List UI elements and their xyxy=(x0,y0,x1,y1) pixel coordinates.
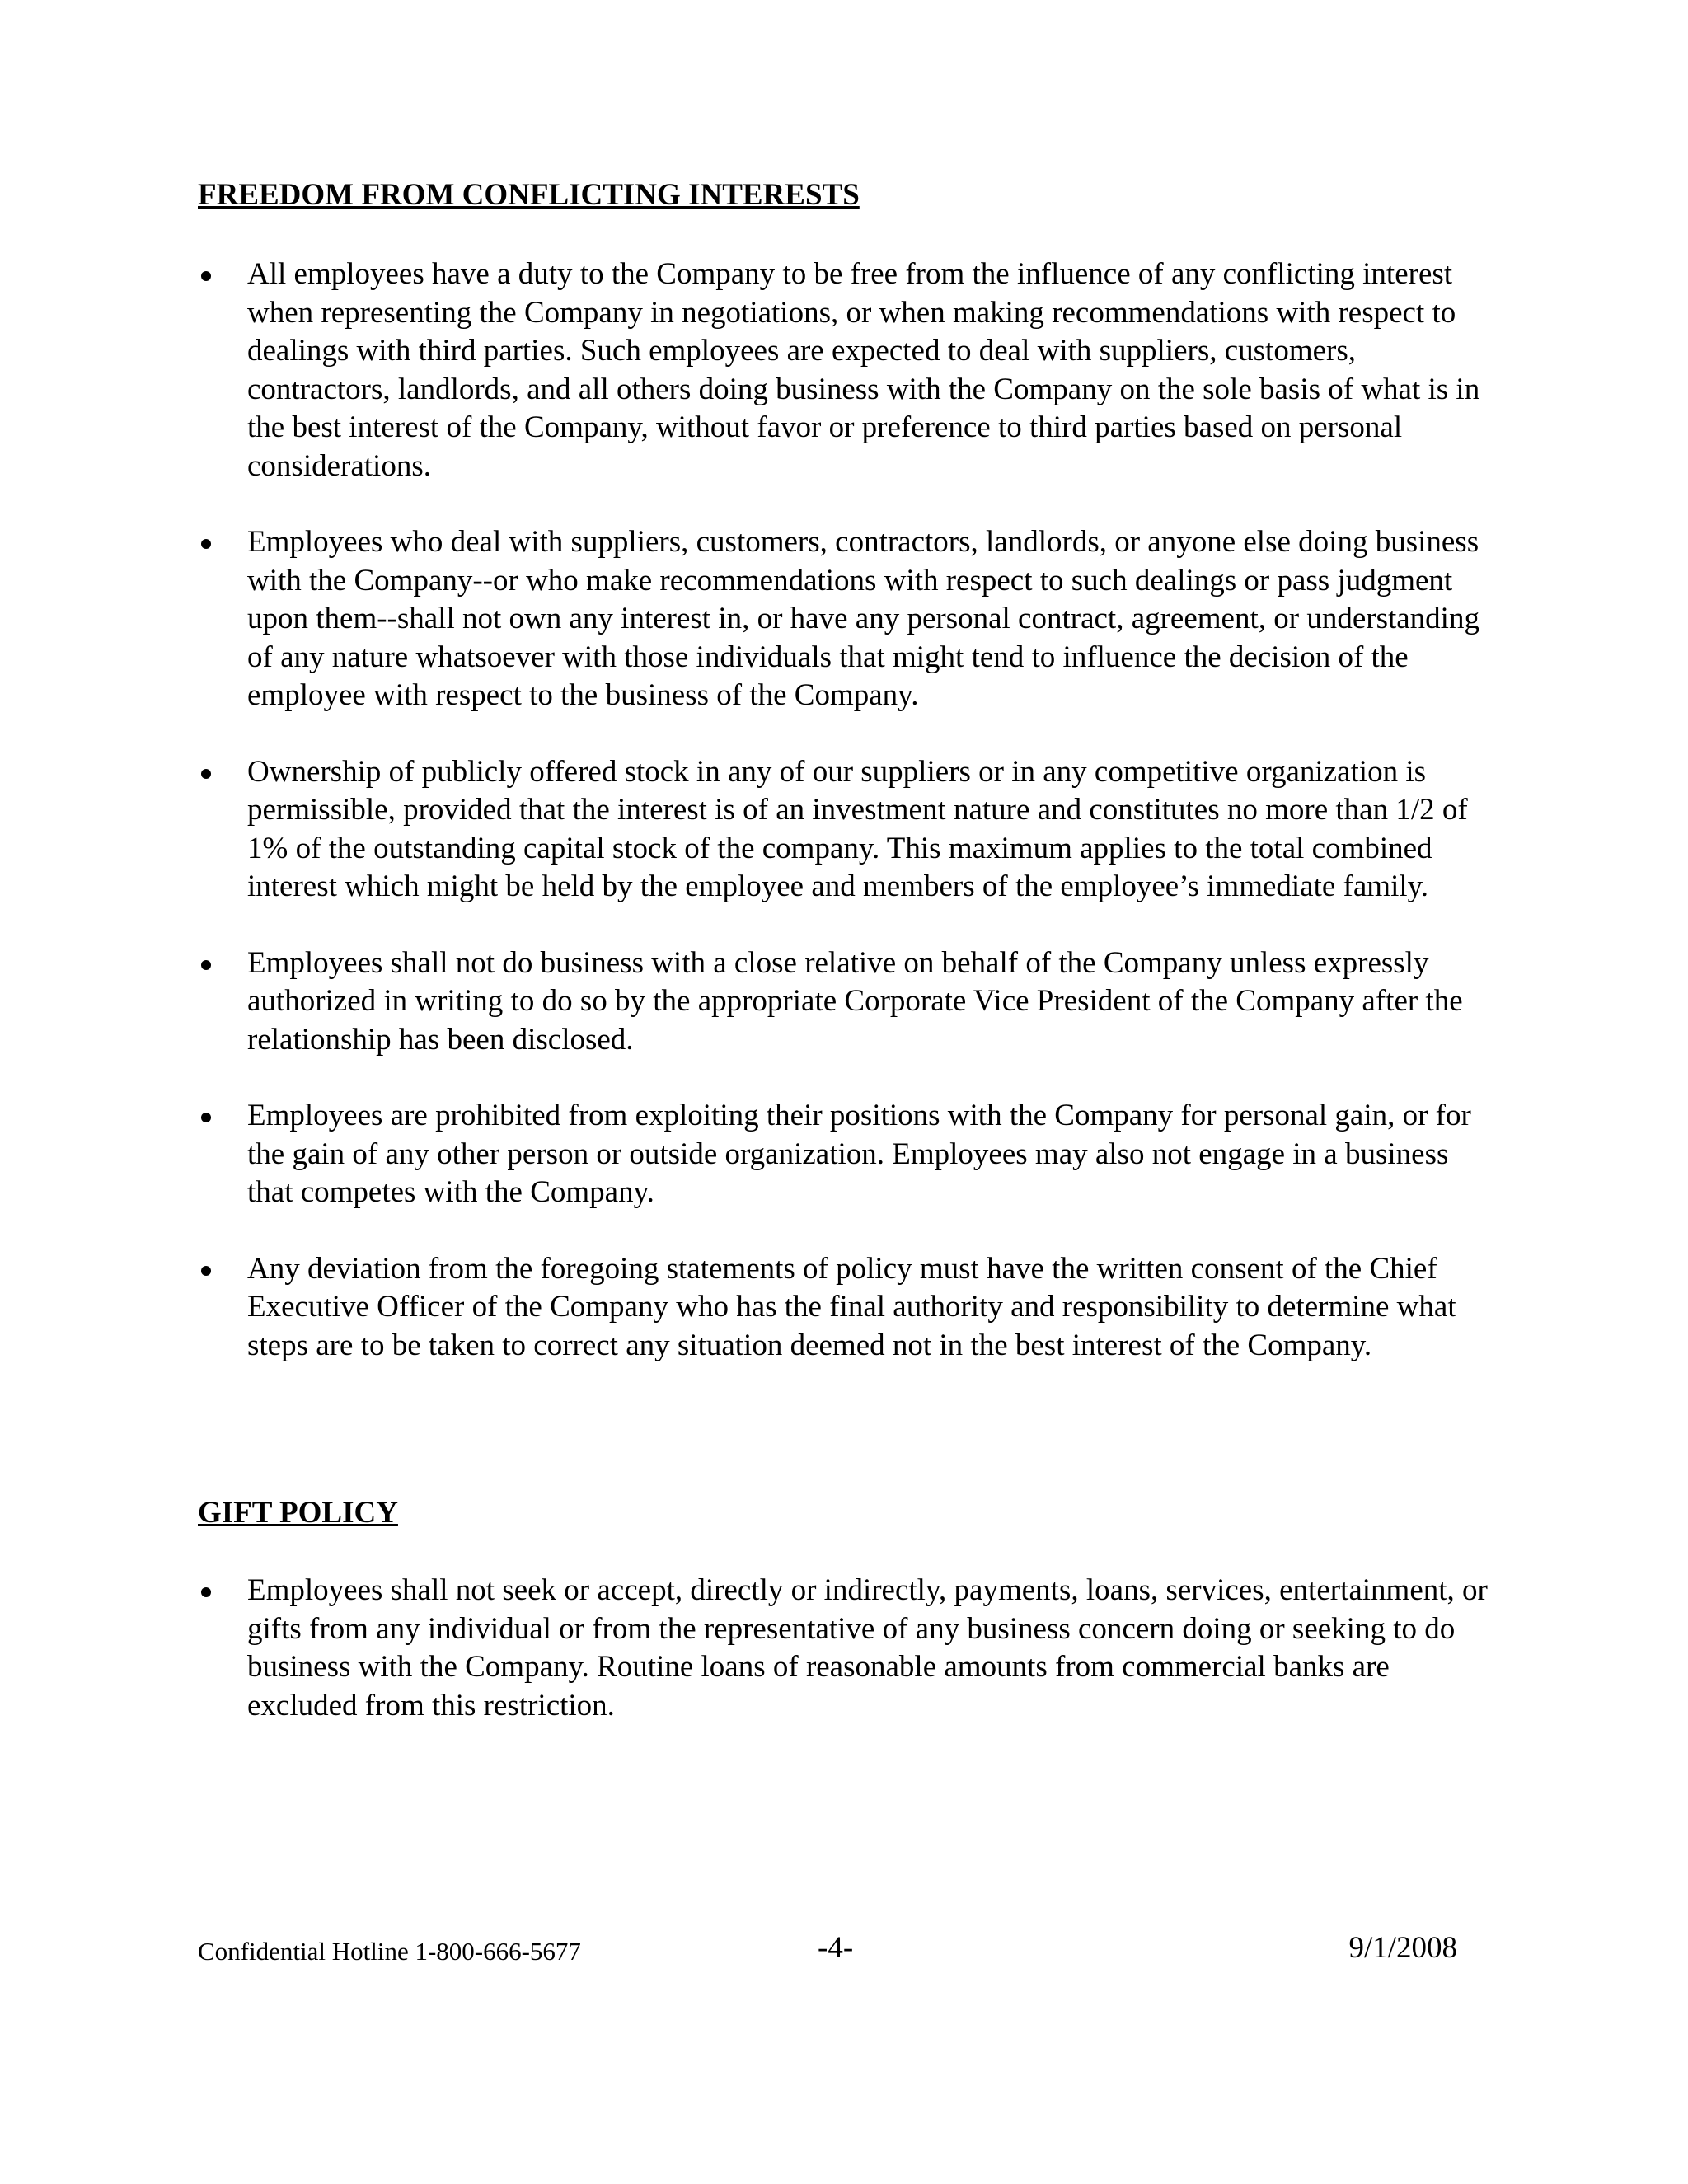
conflicting-interests-list xyxy=(198,255,1500,1403)
bullet-icon xyxy=(201,271,211,281)
list-item xyxy=(198,1572,1500,1725)
bullet-icon xyxy=(201,1113,211,1122)
list-item xyxy=(198,753,1500,907)
bullet-icon xyxy=(201,960,211,970)
section-heading-conflicting-interests: FREEDOM FROM CONFLICTING INTERESTS xyxy=(198,178,860,212)
list-item-text: Ownership of publicly offered stock in any of our suppliers or in any competitive organization is permissible, provided that the interest is of an investment nature and constitutes no more than 1/2 of 1% of the outstanding capital stock of the company. This maximum applies to the total combined interest which might be held by the employee and members of the employee’s immediate family. xyxy=(247,754,1468,903)
list-item-text: All employees have a duty to the Company to be free from the influence of any conflicting interest when representing the Company in negotiations, or when making recommendations with respect to dealings with third parties. Such employees are expected to deal with suppliers, customers, contractors, landlords, and all others doing business with the Company on the sole basis of what is in the best interest of the Company, without favor or preference to third parties based on personal considerations. xyxy=(247,257,1480,483)
footer-date: 9/1/2008 xyxy=(1348,1931,1457,1965)
list-item xyxy=(198,944,1500,1060)
section-heading-gift-policy: GIFT POLICY xyxy=(198,1496,398,1530)
bullet-icon xyxy=(201,1587,211,1597)
list-item xyxy=(198,523,1500,715)
bullet-icon xyxy=(201,769,211,779)
list-item xyxy=(198,1097,1500,1212)
bullet-icon xyxy=(201,1266,211,1276)
bullet-icon xyxy=(201,539,211,549)
footer-hotline: Confidential Hotline 1-800-666-5677 xyxy=(198,1937,581,1966)
gift-policy-list xyxy=(198,1572,1500,1763)
list-item-text: Employees shall not seek or accept, directly or indirectly, payments, loans, services, entertainment, or gifts from any individual or from the representative of any business concern doing or seeking to do business with the Company. Routine loans of reasonable amounts from commercial banks are excluded from this restriction. xyxy=(247,1573,1488,1722)
list-item-text: Any deviation from the foregoing statements of policy must have the written consent of the Chief Executive Officer of the Company who has the final authority and responsibility to determine what steps are to be taken to correct any situation deemed not in the best interest of the Company. xyxy=(247,1251,1456,1362)
page-footer xyxy=(198,1930,1457,1971)
footer-page-number: -4- xyxy=(818,1931,854,1965)
list-item xyxy=(198,255,1500,485)
list-item-text: Employees who deal with suppliers, customers, contractors, landlords, or anyone else doing business with the Company--or who make recommendations with respect to such dealings or pass judgment upon them--shall not own any interest in, or have any personal contract, agreement, or understanding of any nature whatsoever with those individuals that might tend to influence the decision of the employee with respect to the business of the Company. xyxy=(247,525,1479,712)
list-item-text: Employees are prohibited from exploiting their positions with the Company for personal gain, or for the gain of any other person or outside organization. Employees may also not engage in a business that competes with the Company. xyxy=(247,1099,1471,1209)
list-item-text: Employees shall not do business with a close relative on behalf of the Company unless expressly authorized in writing to do so by the appropriate Corporate Vice President of the Company after the relationship has been disclosed. xyxy=(247,945,1463,1057)
list-item xyxy=(198,1250,1500,1366)
